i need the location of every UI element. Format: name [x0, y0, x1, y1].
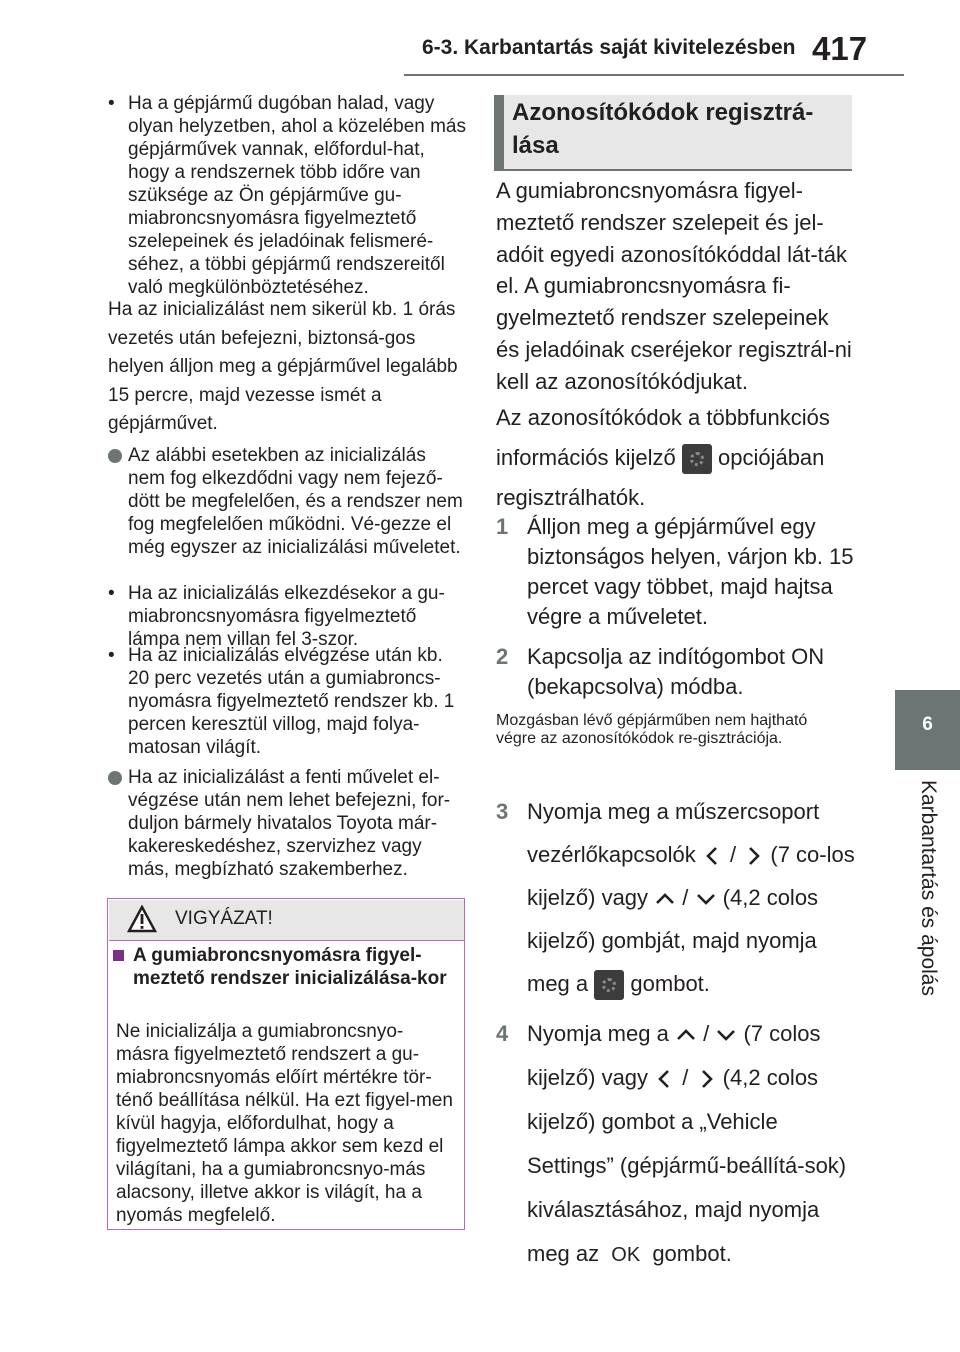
step-text: (7 colos kijelző) vagy — [527, 1021, 821, 1090]
caution-title: VIGYÁZAT! — [175, 908, 273, 929]
chevron-right-icon — [695, 1068, 717, 1090]
step-number: 3 — [496, 799, 509, 824]
step-text: (4,2 colos kijelző) gombját, majd nyomja meg a — [527, 885, 819, 996]
step-text: (7 co-los kijelző) vagy — [527, 842, 855, 910]
caution-header — [109, 900, 464, 941]
settings-gear-icon — [682, 444, 712, 474]
bullet-marker: • — [108, 583, 115, 604]
registration-text-a: Az azonosítókódok a többfunkciós információs kijelző — [496, 405, 830, 470]
chevron-up-icon — [675, 1024, 697, 1046]
header-rule — [404, 74, 904, 76]
init-paragraph: Ha az inicializálást nem sikerül kb. 1 órás vezetés után befejezni, biztonsá-gos helyen álljon meg a gépjárművel legalább 15 percre, majd vezesse ismét a gépjárművet. — [108, 299, 458, 434]
ok-button-label: OK — [611, 1244, 641, 1266]
note-text: Mozgásban lévő gépjárműben nem hajtható végre az azonosítókódok re-gisztrációja. — [496, 712, 808, 747]
bullet-text: Ha az inicializálás elvégzése után kb. 20 perc vezetés után a gumiabroncs-nyomásra figyelmeztető rendszer kb. 1 percen keresztül villog, majd folya-matosan világít. — [128, 645, 455, 758]
sub-bullet-1 — [108, 582, 468, 651]
section-title-bar — [494, 95, 504, 170]
circle-item-1 — [108, 444, 468, 559]
step-3 — [496, 790, 856, 1005]
circle-item-2 — [108, 766, 468, 881]
sub-bullet-2 — [108, 644, 468, 759]
caution-heading: A gumiabroncsnyomásra figyel-meztető rendszer inicializálása-kor — [133, 945, 447, 989]
chevron-down-icon — [715, 1024, 737, 1046]
step-4 — [496, 1012, 856, 1277]
bullet-traffic — [108, 92, 468, 299]
chapter-label-text: Karbantartás és ápolás — [916, 780, 940, 996]
chevron-up-icon — [654, 888, 676, 910]
caution-heading-square-icon — [113, 950, 124, 961]
chevron-left-icon — [702, 845, 724, 867]
step-number: 2 — [496, 644, 509, 669]
chevron-left-icon — [654, 1068, 676, 1090]
circle-item-text: Az alábbi esetekben az inicializálás nem fog elkezdődni vagy nem fejező-dött be megfelelően, és a rendszer nem fog megfelelően működni. Vé-gezze el még egyszer az inicializálási műveletet. — [128, 445, 463, 558]
section-header: 6-3. Karbantartás saját kivitelezésben — [422, 36, 796, 59]
registration-text-b: opciójában regisztrálhatók. — [496, 445, 825, 510]
step-text: gombot. — [652, 1241, 732, 1266]
circle-item-text: Ha az inicializálást a fenti művelet el-végzése után nem lehet befejezni, for-duljon bármely hivatalos Toyota már-kakereskedéshez, szervizhez vagy más, megbízható szakemberhez. — [128, 767, 451, 880]
step-text: Kapcsolja az indítógombot ON (bekapcsolva) módba. — [527, 644, 825, 699]
chevron-right-icon — [742, 845, 764, 867]
step-text: Nyomja meg a műszercsoport vezérlőkapcsolók — [527, 799, 820, 867]
step-1 — [496, 512, 856, 632]
step-text: Nyomja meg a — [527, 1021, 669, 1046]
settings-gear-icon — [594, 970, 624, 1000]
step-number: 1 — [496, 514, 509, 539]
section-title: Azonosítókódok regisztrá-lása — [512, 99, 814, 159]
chapter-number: 6 — [922, 714, 933, 735]
warning-triangle-icon — [127, 905, 157, 933]
step-2 — [496, 642, 856, 702]
bullet-text: Ha a gépjármű dugóban halad, vagy olyan helyzetben, ahol a közelében más gépjárművek vannak, előfordul-hat, hogy a rendszernek több időre van szüksége az Ön gépjárműve gu-miabroncsnyomásra figyelmeztető szelepeinek és jeladóinak felismeré-séhez, a többi gépjármű rendszereitől való megkülönböztetéséhez. — [128, 93, 467, 298]
step-text: Álljon meg a gépjárművel egy biztonságos helyen, várjon kb. 15 percet vagy többet, majd hajtsa végre a műveletet. — [527, 514, 854, 629]
circle-bullet-icon — [108, 449, 122, 463]
step-text: gombot. — [630, 971, 710, 996]
section-title-rule — [494, 169, 852, 171]
caution-body: Ne inicializálja a gumiabroncsnyo-másra figyelmeztető rendszert a gu-miabroncsnyomás előírt mértékre tör-ténő beállítása nélkül. Ha ezt figyel-men kívül hagyja, előfordulhat, hogy a figyelmeztető lámpa akkor sem kezd el világítani, ha a gumiabroncsnyo-más alacsony, illetve akkor is világít, ha a nyomás megfelelő. — [116, 1021, 453, 1226]
slash: / — [730, 842, 737, 867]
slash: / — [682, 1065, 689, 1090]
circle-bullet-icon — [108, 771, 122, 785]
chevron-down-icon — [695, 888, 717, 910]
slash: / — [682, 885, 689, 910]
step-text: (4,2 colos kijelző) gombot a „Vehicle Settings” (gépjármű-beállítá-sok) kiválasztásához, majd nyomja meg az — [527, 1065, 847, 1266]
bullet-marker: • — [108, 645, 115, 666]
intro-paragraph: A gumiabroncsnyomásra figyel-meztető rendszer szelepeit és jel-adóit egyedi azonosítókóddal lát-ták el. A gumiabroncsnyomásra fi-gyelmeztető rendszer szelepeinek és jeladóinak cseréjekor regisztrál-ni kell az azonosítókódjukat. — [496, 178, 852, 394]
bullet-text: Ha az inicializálás elkezdésekor a gu-miabroncsnyomásra figyelmeztető lámpa nem villan fel 3-szor. — [128, 583, 445, 650]
page-number: 417 — [812, 30, 868, 67]
slash: / — [703, 1021, 710, 1046]
chapter-label — [895, 780, 960, 1120]
registration-paragraph — [496, 398, 856, 518]
step-number: 4 — [496, 1021, 509, 1046]
bullet-marker: • — [108, 93, 115, 114]
